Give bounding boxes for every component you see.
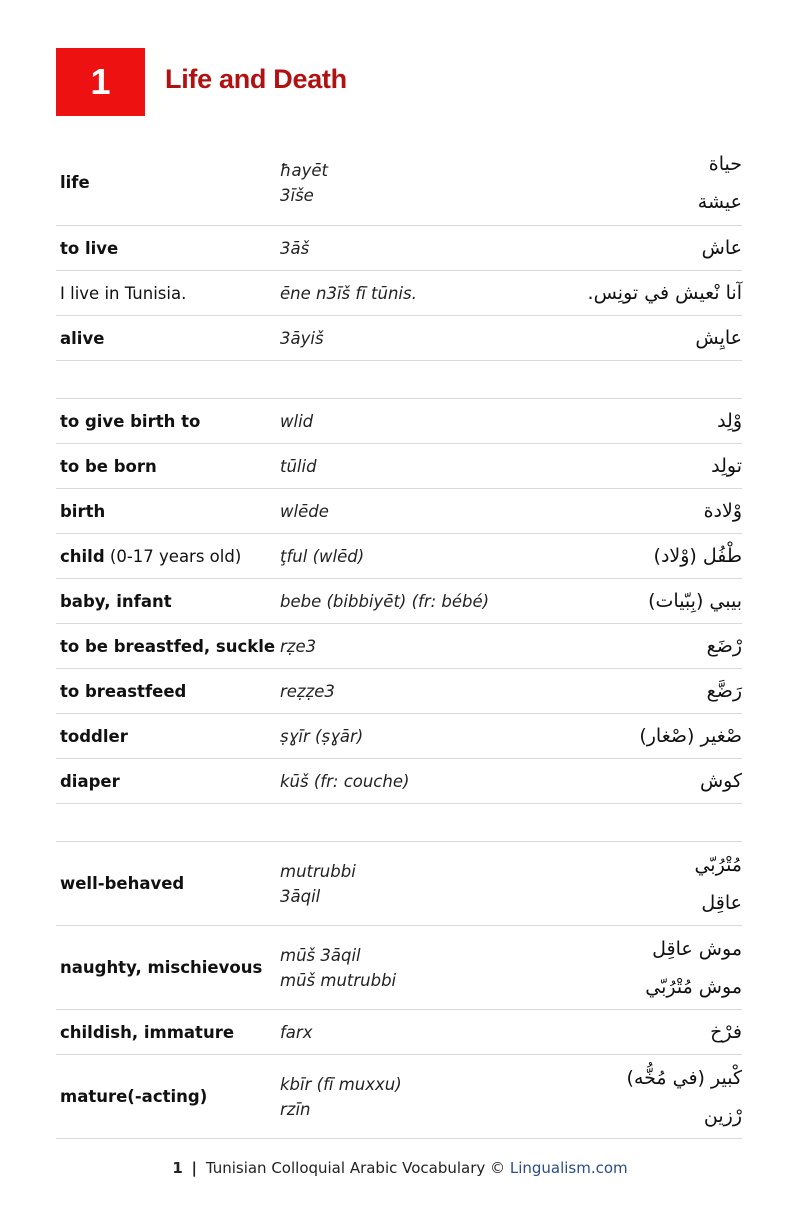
english-term xyxy=(56,547,280,566)
vocab-row xyxy=(56,316,742,361)
transliteration-line: kūš (fr: couche) xyxy=(280,771,410,791)
vocab-row xyxy=(56,489,742,534)
english-term xyxy=(56,1023,280,1042)
arabic-term xyxy=(530,672,742,710)
vocab-row xyxy=(56,669,742,714)
vocabulary-table xyxy=(56,140,742,1139)
arabic-line: طْفُل (وْلاد) xyxy=(653,545,742,567)
arabic-term xyxy=(530,1059,742,1135)
vocab-row xyxy=(56,1010,742,1055)
arabic-line: عاقِل xyxy=(701,891,742,914)
transliteration xyxy=(280,499,530,524)
vocab-row xyxy=(56,624,742,669)
transliteration-line: ţful (wlēd) xyxy=(280,546,365,566)
arabic-line: رَضَّع xyxy=(706,680,742,702)
vocab-row xyxy=(56,714,742,759)
english-term xyxy=(56,874,280,893)
vocab-row xyxy=(56,534,742,579)
transliteration-line: rẓe3 xyxy=(280,636,317,656)
group-spacer xyxy=(56,804,742,842)
english-term xyxy=(56,284,280,303)
transliteration-line: mūš mutrubbi xyxy=(280,970,397,990)
page-footer xyxy=(0,1159,800,1177)
arabic-line: حياة xyxy=(708,152,742,175)
page-number: 1 xyxy=(172,1159,183,1177)
arabic-term xyxy=(530,274,742,312)
arabic-line: موش مُتْرُبّي xyxy=(645,975,742,998)
arabic-term xyxy=(530,846,742,922)
english-term xyxy=(56,958,280,977)
english-headword: to be breastfed, suckle xyxy=(60,636,276,656)
english-note: I live in Tunisia. xyxy=(60,283,187,303)
english-headword: well-behaved xyxy=(60,874,185,893)
arabic-line: وْلادة xyxy=(703,500,742,522)
transliteration xyxy=(280,769,530,794)
english-term xyxy=(56,502,280,521)
arabic-line: آنا نْعيش في تونِس. xyxy=(587,282,742,304)
english-headword: child xyxy=(60,546,105,566)
transliteration xyxy=(280,454,530,479)
english-term xyxy=(56,727,280,746)
arabic-term xyxy=(530,537,742,575)
transliteration xyxy=(280,409,530,434)
english-headword: diaper xyxy=(60,771,120,791)
english-headword: to be born xyxy=(60,456,157,476)
vocab-row xyxy=(56,926,742,1010)
arabic-line: تولِد xyxy=(711,455,742,477)
arabic-line: رْزين xyxy=(703,1104,742,1127)
vocab-row xyxy=(56,226,742,271)
english-term xyxy=(56,173,280,192)
arabic-line: عيشة xyxy=(697,190,742,213)
arabic-line: بيبي (بِبّيات) xyxy=(648,590,742,612)
transliteration xyxy=(280,1020,530,1045)
english-note: (0-17 years old) xyxy=(104,546,242,566)
arabic-line: كوش xyxy=(699,770,742,792)
transliteration-line: reẓẓe3 xyxy=(280,681,335,701)
vocab-row xyxy=(56,842,742,926)
publisher-link[interactable]: Lingualism.com xyxy=(509,1159,628,1177)
transliteration-line: tūlid xyxy=(280,456,317,476)
arabic-line: مُتْرُبّي xyxy=(694,853,742,876)
arabic-line: رْضَع xyxy=(706,635,742,657)
transliteration-line: mutrubbi xyxy=(280,861,356,881)
arabic-line: عايِش xyxy=(695,327,742,349)
vocab-row xyxy=(56,759,742,804)
english-term xyxy=(56,682,280,701)
arabic-line: فرْخ xyxy=(710,1021,742,1043)
arabic-term xyxy=(530,762,742,800)
arabic-term xyxy=(530,229,742,267)
vocab-row xyxy=(56,444,742,489)
arabic-line: عاش xyxy=(701,237,742,259)
english-term xyxy=(56,239,280,258)
english-term xyxy=(56,592,280,611)
english-headword: life xyxy=(60,173,90,192)
book-title: Tunisian Colloquial Arabic Vocabulary © xyxy=(205,1159,506,1177)
vocab-row xyxy=(56,1055,742,1139)
transliteration xyxy=(280,943,530,993)
transliteration xyxy=(280,326,530,351)
english-term xyxy=(56,637,280,656)
arabic-term xyxy=(530,145,742,221)
transliteration-line: wlēde xyxy=(280,501,329,521)
arabic-term xyxy=(530,930,742,1006)
arabic-term xyxy=(530,1013,742,1051)
transliteration xyxy=(280,1072,530,1122)
chapter-number: 1 xyxy=(90,61,111,102)
transliteration-line: ēne n3īš fī tūnis. xyxy=(280,283,417,303)
transliteration-line: bebe (bibbiyēt) (fr: bébé) xyxy=(280,591,490,611)
arabic-term xyxy=(530,582,742,620)
transliteration-line: kbīr (fī muxxu) xyxy=(280,1074,402,1094)
transliteration xyxy=(280,281,530,306)
transliteration-line: 3āš xyxy=(280,238,310,258)
english-headword: birth xyxy=(60,501,106,521)
english-headword: baby, infant xyxy=(60,591,172,611)
english-headword: alive xyxy=(60,328,105,348)
english-term xyxy=(56,457,280,476)
english-headword: childish, immature xyxy=(60,1022,235,1042)
chapter-number-badge xyxy=(56,48,145,116)
transliteration-line: mūš 3āqil xyxy=(280,945,361,965)
transliteration-line: ṣɣīr (ṣɣār) xyxy=(280,726,364,746)
transliteration-line: ħayēt xyxy=(280,160,328,180)
transliteration xyxy=(280,724,530,749)
transliteration xyxy=(280,158,530,208)
transliteration xyxy=(280,236,530,261)
transliteration xyxy=(280,679,530,704)
vocab-row xyxy=(56,271,742,316)
english-term xyxy=(56,329,280,348)
arabic-line: كْبير (في مُخُّه) xyxy=(626,1066,742,1089)
arabic-line: وْلِد xyxy=(717,410,742,432)
transliteration-line: rzīn xyxy=(280,1099,311,1119)
english-headword: naughty, mischievous xyxy=(60,958,263,977)
english-headword: mature(-acting) xyxy=(60,1087,208,1106)
vocab-row xyxy=(56,140,742,226)
footer-separator: | xyxy=(191,1159,198,1177)
vocab-row xyxy=(56,399,742,444)
transliteration xyxy=(280,634,530,659)
group-spacer xyxy=(56,361,742,399)
transliteration-line: wlid xyxy=(280,411,314,431)
english-headword: to breastfeed xyxy=(60,681,187,701)
english-headword: toddler xyxy=(60,726,128,746)
english-headword: to give birth to xyxy=(60,411,201,431)
arabic-term xyxy=(530,627,742,665)
english-term xyxy=(56,772,280,791)
english-term xyxy=(56,412,280,431)
transliteration-line: 3īše xyxy=(280,185,314,205)
transliteration-line: farx xyxy=(280,1022,313,1042)
vocab-row xyxy=(56,579,742,624)
english-term xyxy=(56,1087,280,1106)
arabic-line: موش عاقِل xyxy=(652,937,742,960)
arabic-term xyxy=(530,402,742,440)
arabic-line: صْغير (صْغار) xyxy=(639,725,742,747)
arabic-term xyxy=(530,319,742,357)
transliteration-line: 3āyiš xyxy=(280,328,324,348)
arabic-term xyxy=(530,717,742,755)
english-headword: to live xyxy=(60,238,119,258)
transliteration xyxy=(280,589,530,614)
transliteration-line: 3āqil xyxy=(280,886,321,906)
arabic-term xyxy=(530,447,742,485)
chapter-title: Life and Death xyxy=(165,64,347,94)
arabic-term xyxy=(530,492,742,530)
transliteration xyxy=(280,544,530,569)
transliteration xyxy=(280,859,530,909)
